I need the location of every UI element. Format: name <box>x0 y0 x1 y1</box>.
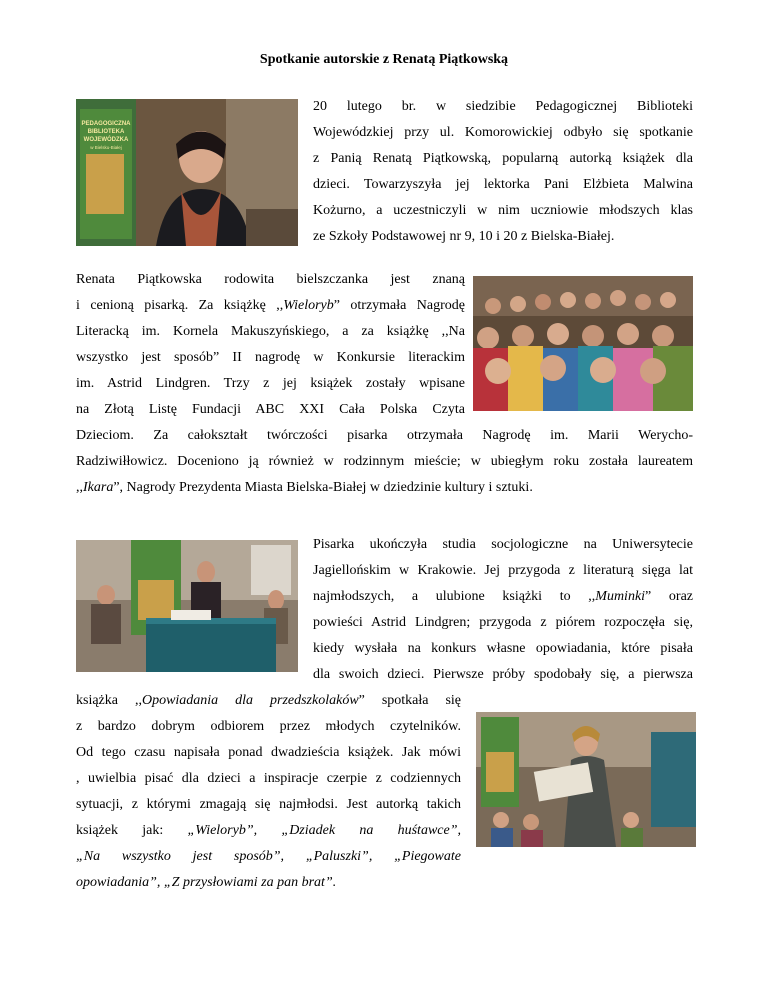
text-line: Literacką im. Kornela Makuszyńskiego, a za książkę ,,Na <box>76 324 465 339</box>
award-title: Ikara <box>83 480 114 495</box>
book-title: Opowiadania dla przedszkolaków <box>141 693 359 708</box>
text-line: Jagiellońskim w Krakowie. Jej przygoda z literaturą sięga lat <box>313 563 693 578</box>
book-title: Wieloryb <box>283 298 334 313</box>
page-title: Spotkanie autorskie z Renatą Piątkowską <box>259 52 509 67</box>
text-line <box>76 844 461 870</box>
banner-line-4: w Bielsku-Białej <box>90 145 122 150</box>
text-line: dla swoich dzieci. Pierwsze próby spodobały się, a pierwsza <box>313 667 693 682</box>
book-title: Muminki <box>595 589 646 604</box>
text-line: Renata Piątkowska rodowita bielszczanka jest znaną <box>76 272 465 287</box>
text-line: Kożurno, a uczestniczyli w nim uczniowie młodszych klas <box>313 203 693 218</box>
text-line: najmłodszych, a ulubione książki to ,,Muminki” oraz <box>313 589 694 604</box>
book-titles: opowiadania”, „Z przysłowiami za pan brat”. <box>76 875 337 890</box>
text-line: ,,Ikara”, Nagrody Prezydenta Miasta Bielska-Białej w dziedzinie kultury i sztuki. <box>76 480 533 495</box>
text-line <box>76 870 461 896</box>
banner-line-2: BIBLIOTEKA <box>87 129 125 135</box>
photo-children-audience <box>473 276 693 411</box>
text-line: powieści Astrid Lindgren; przygoda z piórem rozpoczęła się, <box>313 615 693 630</box>
text-line: Wojewódzkiej przy ul. Komorowickiej odbyło się spotkanie <box>313 125 693 140</box>
text-line: kiedy wysłała na konkurs własne opowiadania, które pisała <box>313 641 693 656</box>
text-line: książek jak: „Wieloryb”, „Dziadek na huśtawce”, <box>76 823 461 838</box>
text-line: 20 lutego br. w siedzibie Pedagogicznej Biblioteki <box>313 99 693 114</box>
text-line: z Panią Renatą Piątkowską, popularną autorką książek dla <box>313 151 693 166</box>
book-titles: „Na wszystko jest sposób”, „Paluszki”, „Piegowate <box>76 849 461 864</box>
photo-author-presenting <box>476 712 696 847</box>
text-line: sytuacji, z którymi zmagają się najmłodsi. Jest autorką takich <box>76 797 461 812</box>
text-line: im. Astrid Lindgren. Trzy z jej książek zostały wpisane <box>76 376 465 391</box>
text-line: i cenioną pisarką. Za książkę ,,Wieloryb” otrzymała Nagrodę <box>76 298 466 313</box>
paragraph-intro <box>313 94 693 250</box>
photo-author-portrait <box>76 99 298 246</box>
text-line: Dzieciom. Za całokształt twórczości pisarka otrzymała Nagrodę im. Marii Werycho- <box>76 428 693 443</box>
text-line: Radziwiłłowicz. Doceniono ją również w rodzinnym mieście; w ubiegłym roku została laureatem <box>76 454 693 469</box>
text-line: z bardzo dobrym odbiorem przez młodych czytelników. <box>76 719 461 734</box>
text-line: wszystko jest sposób” II nagrodę w Konkursie literackim <box>76 350 465 365</box>
banner-line-1: PEDAGOGICZNA <box>81 121 131 127</box>
text-line: dzieci. Towarzyszyła jej lektorka Pani Elżbieta Malwina <box>313 177 693 192</box>
text-line: , uwielbia pisać dla dzieci a inspiracje czerpie z codziennych <box>76 771 461 786</box>
text-line: na Złotą Listę Fundacji ABC XXI Cała Polska Czyta <box>76 402 465 417</box>
text-line: Pisarka ukończyła studia socjologiczne na Uniwersytecie <box>313 537 693 552</box>
text-line: Od tego czasu napisała ponad dwadzieścia książek. Jak mówi <box>76 745 461 760</box>
text-line: ze Szkoły Podstawowej nr 9, 10 i 20 z Bielska-Białej. <box>313 229 615 244</box>
book-titles: „Wieloryb”, „Dziadek na huśtawce”, <box>187 823 461 838</box>
banner-line-3: WOJEWÓDZKA <box>83 137 129 143</box>
text-line: książka ,,Opowiadania dla przedszkolaków” spotkała się <box>76 693 462 708</box>
